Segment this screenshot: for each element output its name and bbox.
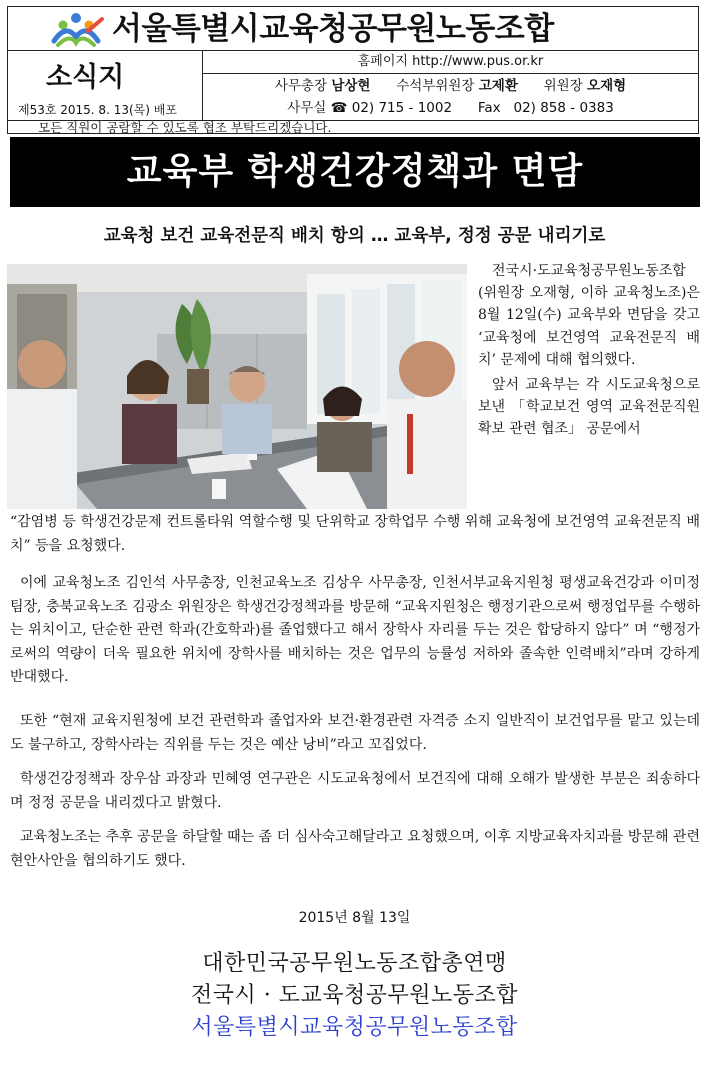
office-label: 사무실 [287,100,327,116]
union-name: 서울특별시교육청공무원노동조합 [112,11,554,47]
article-intro [478,260,700,441]
article-paragraph: 앞서 교육부는 각 시도교육청으로 보낸 「학교보건 영역 교육전문직원 확보 관련 협조」 공문에서 [478,377,700,438]
meeting-photo [7,264,467,509]
officer-role: 사무총장 [274,78,328,94]
officer-name: 오재형 [587,78,627,94]
fax-label: Fax [477,100,501,116]
article-paragraph: 또한 “현재 교육지원청에 보건 관련학과 졸업자와 보건·환경관련 자격증 소지 일반직이 보건업무를 맡고 있는데도 불구하고, 장학사라는 직위를 두는 것은 예산 낭비”라고 꼬집었다. [10,713,700,753]
phone-number: 02) 715 - 1002 [351,100,453,116]
contact-row [203,97,698,119]
phone-icon: ☎ [330,100,348,116]
union-logo-icon [48,11,106,49]
publication-date: 2015년 8월 13일 [298,910,411,926]
officer-name: 고제환 [478,78,518,94]
signature-national-union: 전국시 · 도교육청공무원노동조합 [190,983,518,1008]
article-paragraph: 교육청노조는 추후 공문을 하달할 때는 좀 더 심사숙고해달라고 요청했으며, 이후 지방교육자치과를 방문해 관련 현안사안을 협의하기도 했다. [10,829,700,869]
newsletter-title: 소식지 [46,62,125,93]
subheadline: 교육청 보건 교육전문직 배치 항의 … 교육부, 정정 공문 내리기로 [103,226,606,246]
signature-seoul-union: 서울특별시교육청공무원노동조합 [191,1015,518,1040]
issue-info: 제53호 2015. 8. 13(목) 배포 [18,103,177,117]
article-block [10,768,700,815]
headline-banner: 교육부 학생건강정책과 면담 [10,137,700,207]
circulation-notice: 모든 직원이 공람할 수 있도록 협조 부탁드리겠습니다. [8,120,698,135]
masthead [7,6,699,134]
article-block [10,511,700,558]
officers-row [203,75,698,97]
article-paragraph: 학생건강정책과 장우삼 과장과 민혜영 연구관은 시도교육청에서 보건직에 대해 오해가 발생한 부분은 죄송하다며 정정 공문을 내리겠다고 밝혔다. [10,771,700,811]
newsletter-label-box [8,51,203,121]
homepage-row [203,51,698,74]
article-block [10,572,700,690]
masthead-info [203,51,698,121]
officer-role: 위원장 [543,78,583,94]
fax-number: 02) 858 - 0383 [513,100,614,116]
article-paragraph: “감염병 등 학생건강문제 컨트롤타워 역할수행 및 단위학교 장학업무 수행 위해 교육청에 보건영역 교육전문직 배치” 등을 요청했다. [10,514,700,554]
article-block [10,826,700,873]
article-paragraph: 이에 교육청노조 김인석 사무총장, 인천교육노조 김상우 사무총장, 인천서부교육지원청 평생교육건강과 이미정 팀장, 충북교육노조 김광소 위원장은 학생건강정책과를 방문해 “교육지원청은 행정기관으로써 행정업무를 수행하는 위치이고, 단순한 관련 학과(간호학과)를 졸업했다고 해서 장학사 자리를 두는 것은 합당하지 않다” 며 “행정가로써의 역량이 더욱 필요한 위치에 장학사를 배치하는 것은 업무의 능률성 저하와 졸속한 인력배치”라며 강하게 반대했다. [10,575,700,685]
masthead-top [8,7,698,51]
homepage-url[interactable]: http://www.pus.or.kr [412,54,544,69]
article-paragraph: 전국시·도교육청공무원노동조합(위원장 오재형, 이하 교육청노조)은 8월 12일(수) 교육부와 면담을 갖고 ‘교육청에 보건영역 교육전문직 배치’ 문제에 대해 협의했다. [478,263,700,368]
officer-role: 수석부위원장 [396,78,475,94]
article-block [10,710,700,757]
officer-name: 남상현 [331,78,371,94]
homepage-label: 홈페이지 [357,54,408,69]
signature-federation: 대한민국공무원노동조합총연맹 [202,951,507,976]
